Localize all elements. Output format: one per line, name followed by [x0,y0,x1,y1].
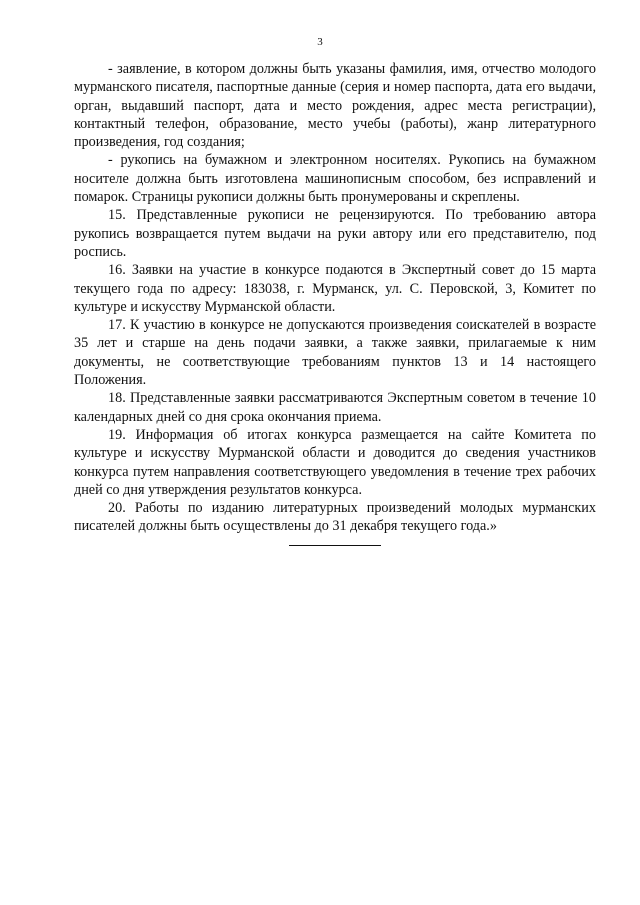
paragraph-manuscript: - рукопись на бумажном и электронном носителях. Рукопись на бумажном носителе должна быть изготовлена машинописным способом, без исправлений и помарок. Страницы рукописи должны быть пронумерованы и скреплены. [74,152,596,206]
paragraph-20: 20. Работы по изданию литературных произведений молодых мурманских писателей должны быть осуществлены до 31 декабря текущего года.» [74,500,596,535]
paragraph-18: 18. Представленные заявки рассматриваются Экспертным советом в течение 10 календарных дней со дня срока окончания приема. [74,390,596,425]
closing-separator-line [289,545,381,546]
paragraph-16: 16. Заявки на участие в конкурсе подаются в Экспертный совет до 15 марта текущего года по адресу: 183038, г. Мурманск, ул. С. Перовской, 3, Комитет по культуре и искусству Мурманской области. [74,262,596,315]
paragraph-17: 17. К участию в конкурсе не допускаются произведения соискателей в возрасте 35 лет и старше на день подачи заявки, а также заявки, прилагаемые к ним документы, не соответствующие требованиям пунктов 13 и 14 настоящего Положения. [74,317,596,389]
page-number: 3 [317,36,323,48]
paragraph-19: 19. Информация об итогах конкурса размещается на сайте Комитета по культуре и искусству Мурманской области и доводится до сведения участников конкурса путем направления соответствующего уведомления в течение трех рабочих дней со дня утверждения результатов конкурса. [74,426,596,498]
paragraph-application: - заявление, в котором должны быть указаны фамилия, имя, отчество молодого мурманского писателя, паспортные данные (серия и номер паспорта, дата его выдачи, орган, выдавший паспорт, дата и место рождения, адрес места регистрации), контактный телефон, образование, место учебы (работы), жанр литературного произведения, год создания; [74,61,596,151]
document-body [74,60,596,546]
paragraph-15: 15. Представленные рукописи не рецензируются. По требованию автора рукопись возвращается путем выдачи на руки автору или его представителю, под роспись. [74,207,596,260]
